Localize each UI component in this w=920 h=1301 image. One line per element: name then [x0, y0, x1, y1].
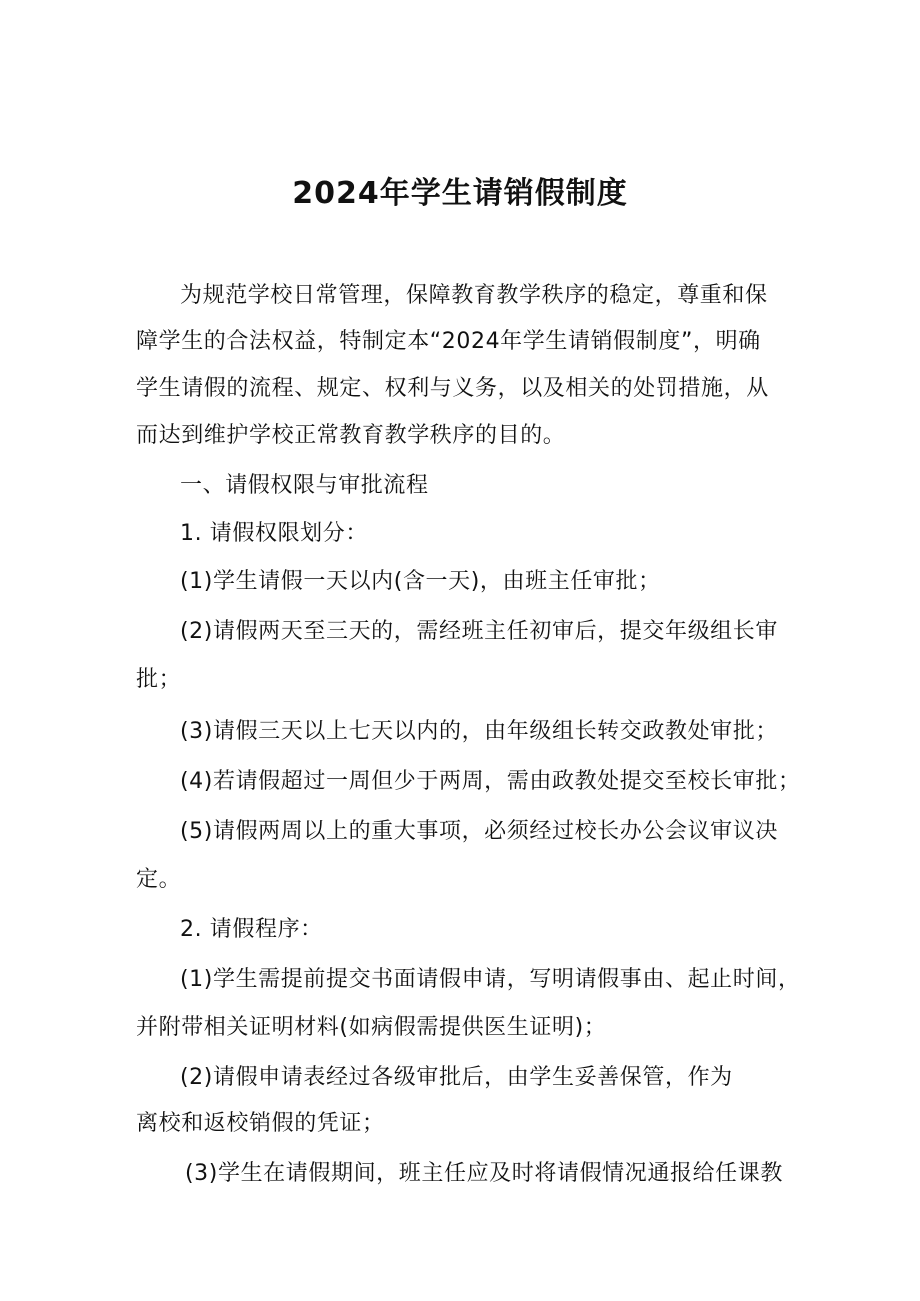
paragraph-line: 而达到维护学校正常教育教学秩序的目的。 [136, 423, 566, 448]
paragraph-line: 为规范学校日常管理，保障教育教学秩序的稳定，尊重和保 [180, 283, 768, 308]
document-title: 2024年学生请销假制度 [292, 176, 628, 211]
list-item-continuation: 定。 [136, 867, 182, 892]
subsection-heading: 1. 请假权限划分： [180, 521, 368, 546]
list-item: (4)若请假超过一周但少于两周，需由政教处提交至校长审批； [180, 769, 801, 794]
list-item: (5)请假两周以上的重大事项，必须经过校长办公会议审议决 [180, 819, 778, 844]
list-item: (1)学生请假一天以内(含一天)，由班主任审批； [180, 569, 661, 594]
list-item: (3)请假三天以上七天以内的，由年级组长转交政教处审批； [180, 719, 778, 744]
paragraph-line: 障学生的合法权益，特制定本“2024年学生请销假制度”，明确 [136, 329, 761, 354]
list-item: (2)请假申请表经过各级审批后，由学生妥善保管，作为 [180, 1065, 733, 1090]
list-item-continuation: 并附带相关证明材料(如病假需提供医生证明)； [136, 1015, 607, 1040]
paragraph-line: 学生请假的流程、规定、权利与义务，以及相关的处罚措施，从 [136, 376, 769, 401]
list-item-continuation: 批； [136, 667, 182, 692]
list-item-continuation: 离校和返校销假的凭证； [136, 1111, 385, 1136]
list-item: (1)学生需提前提交书面请假申请，写明请假事由、起止时间， [180, 967, 801, 992]
section-heading: 一、请假权限与审批流程 [180, 473, 429, 498]
list-item: (3)学生在请假期间，班主任应及时将请假情况通报给任课教 [185, 1161, 783, 1186]
list-item: (2)请假两天至三天的，需经班主任初审后，提交年级组长审 [180, 619, 778, 644]
subsection-heading: 2. 请假程序： [180, 917, 323, 942]
